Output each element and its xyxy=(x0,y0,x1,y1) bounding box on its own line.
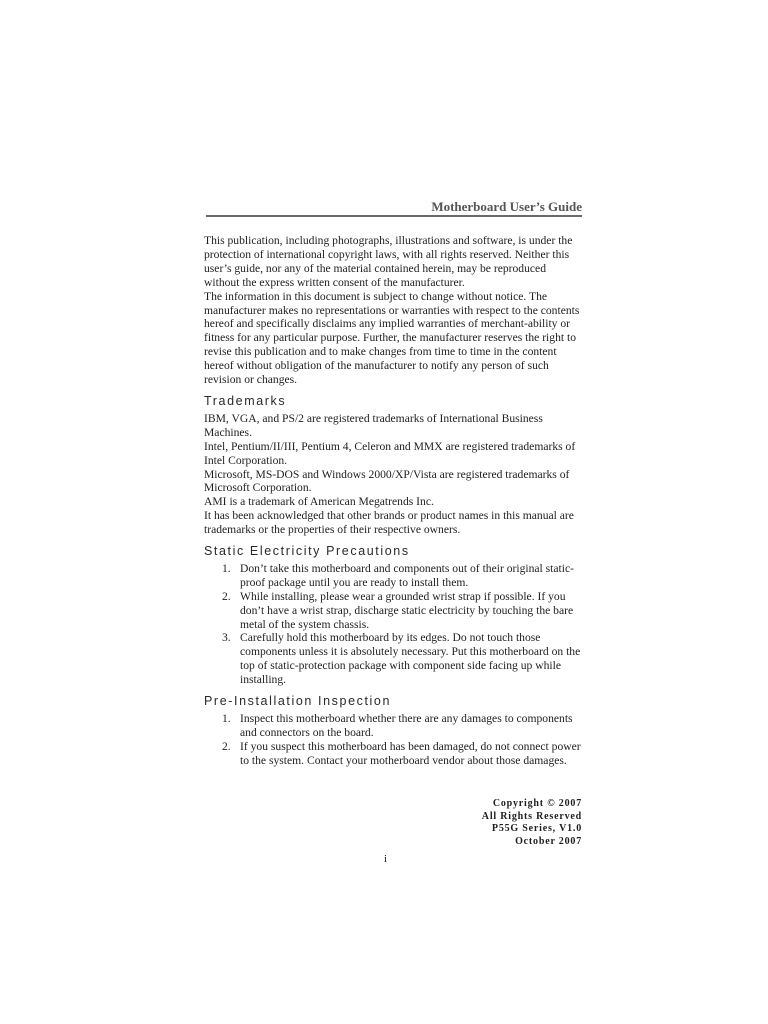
list-item-number: 2. xyxy=(222,739,231,753)
list-item-text: Don’t take this motherboard and components out of their original static-proof package until you are ready to install them. xyxy=(240,561,574,589)
page-number: i xyxy=(384,853,388,865)
static-precautions-heading: Static Electricity Precautions xyxy=(204,544,410,559)
date-line: October 2007 xyxy=(515,835,582,847)
list-item xyxy=(222,631,582,687)
list-item-number: 3. xyxy=(222,631,231,645)
rights-line: All Rights Reserved xyxy=(481,810,582,822)
inspection-heading: Pre-Installation Inspection xyxy=(204,694,392,709)
list-item-number: 2. xyxy=(222,589,231,603)
list-item-text: Inspect this motherboard whether there are any damages to components and connectors on the board. xyxy=(240,712,573,739)
trademark-paragraph: AMI is a trademark of American Megatrends Inc. xyxy=(204,495,434,509)
static-precautions-list xyxy=(204,562,582,687)
header-rule xyxy=(206,215,582,217)
trademarks-heading: Trademarks xyxy=(204,393,287,408)
list-item-text: While installing, please wear a grounded wrist strap if possible. If you don’t have a wrist strap, discharge static electricity by touching the bare metal of the system chassis. xyxy=(240,589,574,631)
list-item xyxy=(222,590,582,632)
trademark-paragraph: Microsoft, MS-DOS and Windows 2000/XP/Vista are registered trademarks of Microsoft Corporation. xyxy=(204,467,570,495)
list-item-number: 1. xyxy=(222,561,231,575)
trademark-paragraph: It has been acknowledged that other brands or product names in this manual are trademarks or the properties of their respective owners. xyxy=(204,509,574,537)
list-item xyxy=(222,740,582,768)
list-item xyxy=(222,712,582,740)
trademark-paragraph: Intel, Pentium/II/III, Pentium 4, Celeron and MMX are registered trademarks of Intel Corporation. xyxy=(204,439,576,467)
running-header: Motherboard User’s Guide xyxy=(431,199,582,214)
page-content xyxy=(204,234,582,768)
intro-paragraph-2: The information in this document is subject to change without notice. The manufacturer makes no representations or warranties with respect to the contents hereof and specifically disclaims any implied warranties of merchant-ability or fitness for any particular purpose. Further, the manufacturer reserves the right to revise this publication and to make changes from time to time in the content hereof without obligation of the manufacturer to notify any person of such revision or changes. xyxy=(204,289,580,387)
version-line: P55G Series, V1.0 xyxy=(491,823,582,834)
intro-paragraph-1: This publication, including photographs, illustrations and software, is under the protection of international copyright laws, with all rights reserved. Neither this user’s guide, nor any of the material contained herein, may be reproduced without the express written consent of the manufacturer. xyxy=(204,234,573,289)
list-item-number: 1. xyxy=(222,712,231,725)
list-item-text: If you suspect this motherboard has been damaged, do not connect power to the system. Contact your motherboard vendor about those damages. xyxy=(240,739,581,767)
copyright-line: Copyright © 2007 xyxy=(492,798,582,809)
list-item-text: Carefully hold this motherboard by its edges. Do not touch those components unless it is absolutely necessary. Put this motherboard on the top of static-protection package with component side facing up while installing. xyxy=(240,631,581,687)
copyright-block xyxy=(380,798,582,848)
list-item xyxy=(222,562,582,590)
trademark-paragraph: IBM, VGA, and PS/2 are registered trademarks of International Business Machines. xyxy=(204,411,543,439)
inspection-list xyxy=(204,712,582,768)
